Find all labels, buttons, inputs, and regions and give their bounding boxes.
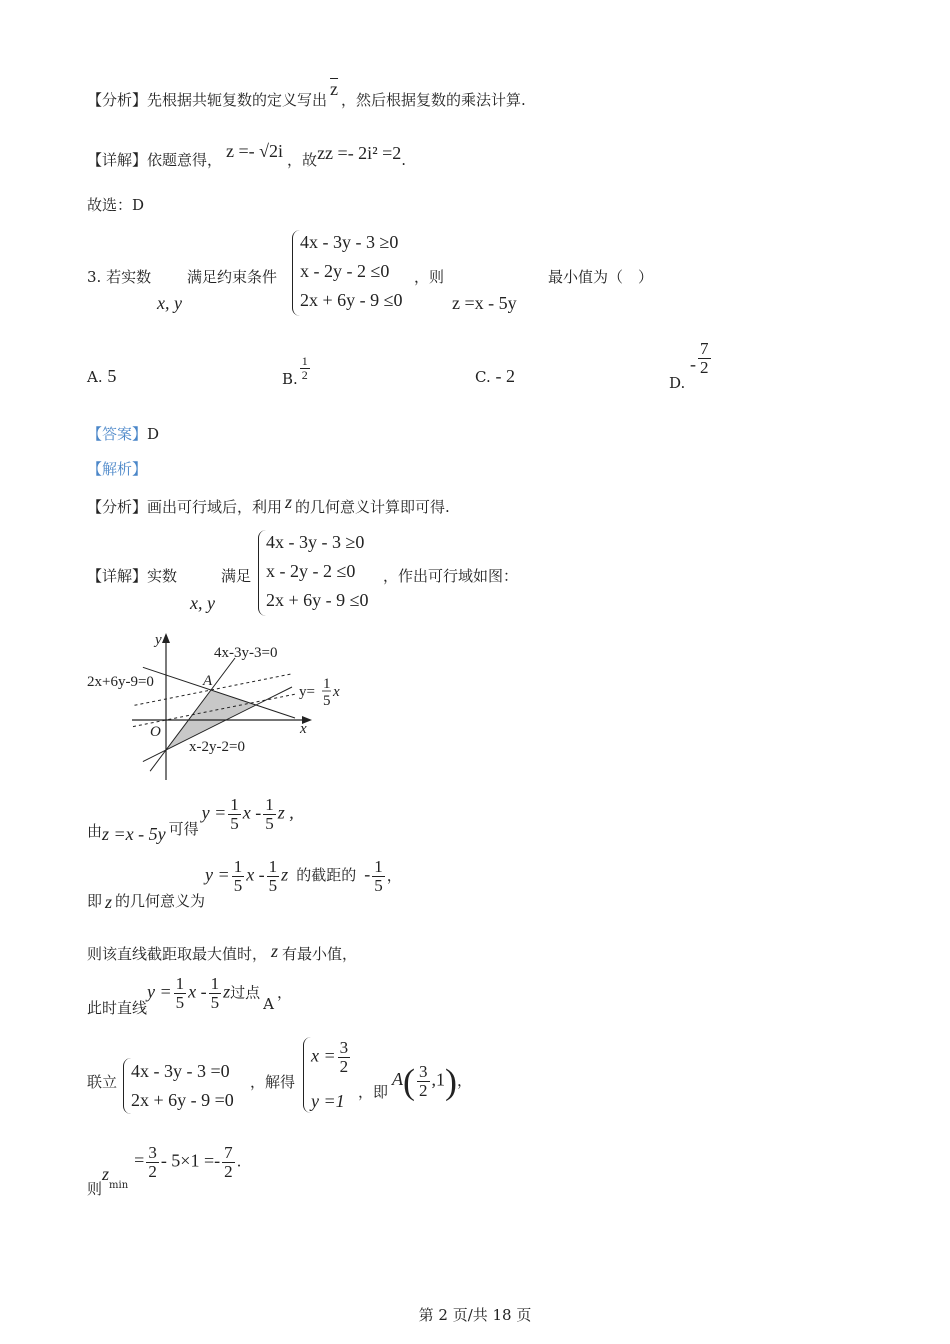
- numerator: 1: [268, 857, 278, 876]
- denominator: 5: [230, 813, 239, 833]
- comma: ，: [457, 1071, 473, 1090]
- fraction: [263, 796, 276, 833]
- period: .: [401, 151, 407, 169]
- equation-2: 2x + 6y - 9 =0: [131, 1090, 234, 1110]
- x-term: x -: [242, 802, 262, 823]
- text: 的几何意义为: [115, 892, 206, 911]
- equals: =: [134, 1150, 145, 1171]
- detail-tag: 【详解】: [87, 567, 148, 585]
- line2-label: 2x+6y-9=0: [87, 674, 154, 690]
- detail2-tail: ，作出可行域如图：: [383, 567, 519, 585]
- y-eq: y =: [201, 802, 227, 823]
- option-b: [282, 354, 312, 389]
- z-term: z: [223, 981, 231, 1002]
- x-eq: x =: [311, 1045, 336, 1066]
- numerator: 1: [233, 857, 243, 876]
- text: 的几何意义计算即可得.: [295, 498, 450, 516]
- numerator: 1: [374, 857, 383, 876]
- step5-system: [123, 1058, 253, 1114]
- q3-number: 3. 若实数: [87, 268, 152, 286]
- numerator: 1: [265, 795, 274, 814]
- fraction: [209, 975, 222, 1012]
- x-term: x -: [188, 981, 207, 1002]
- var-z: z: [102, 1164, 110, 1185]
- step1-line: [87, 795, 294, 845]
- y-eq: y =: [205, 864, 230, 885]
- comma: ，: [386, 866, 402, 885]
- eq-zzbar: zz =- 2i² =2: [317, 143, 402, 163]
- option-a: [87, 367, 116, 385]
- coord-y: ,1: [431, 1069, 446, 1090]
- text: 此时直线: [87, 999, 148, 1018]
- var-z: z: [105, 892, 113, 913]
- answer-tag: 【答案】: [87, 425, 148, 443]
- constraint-1: 4x - 3y - 3 ≥0: [300, 232, 399, 252]
- var-z: z: [271, 941, 279, 961]
- option-d-label: D.: [669, 374, 686, 393]
- denominator: 2: [419, 1080, 428, 1100]
- point-a: A: [392, 1069, 404, 1090]
- solution-system: [303, 1037, 363, 1113]
- analysis-text: 先根据共轭复数的定义写出: [147, 91, 328, 109]
- fraction: [174, 975, 187, 1012]
- fraction: [228, 796, 241, 833]
- analysis-line: [87, 79, 526, 109]
- analysis2-line: [87, 492, 450, 516]
- denominator: 2: [224, 1161, 233, 1181]
- z-bar: $\overline{z}$: [330, 79, 339, 99]
- detail-text: 依题意得，: [147, 151, 223, 169]
- fraction: [372, 858, 385, 895]
- detail-mid: ，故: [287, 151, 318, 169]
- analysis-tail: ，然后根据复数的乘法计算.: [341, 91, 526, 109]
- x-axis-label: x: [300, 721, 307, 737]
- numerator: 3: [339, 1038, 349, 1057]
- constraint-1: 4x - 3y - 3 ≥0: [266, 532, 365, 552]
- text: 有最小值，: [282, 945, 358, 963]
- fraction: [417, 1063, 430, 1100]
- analysis-tag: 【分析】: [87, 498, 148, 516]
- x-term: x -: [246, 864, 265, 885]
- numerator: 3: [419, 1062, 428, 1081]
- comma: ，: [277, 983, 293, 1002]
- minus: -: [364, 864, 371, 885]
- text: 由: [87, 822, 103, 841]
- option-b-label: B.: [282, 370, 298, 389]
- line4-label-prefix: y=: [299, 684, 315, 700]
- option-a-label: A.: [87, 368, 103, 386]
- denominator: 5: [268, 875, 278, 895]
- q3-objective: z =x - 5y: [452, 293, 517, 313]
- option-c: [475, 367, 515, 385]
- step2-line: [87, 857, 402, 913]
- numerator: 7: [224, 1143, 233, 1162]
- constraint-3: 2x + 6y - 9 ≤0: [300, 290, 403, 310]
- y-eq: y =: [147, 981, 172, 1002]
- fraction: [146, 1144, 159, 1181]
- line4-denominator: 5: [323, 693, 331, 709]
- denominator: 2: [148, 1161, 157, 1181]
- numerator: 1: [230, 795, 239, 814]
- fraction: [338, 1039, 351, 1076]
- text: 的截距的: [296, 866, 357, 885]
- z-term: z ,: [277, 802, 294, 823]
- denominator: 2: [339, 1056, 349, 1076]
- answer-value: D: [147, 425, 160, 443]
- period: .: [236, 1152, 242, 1171]
- detail2-start: [87, 569, 177, 584]
- option-c-label: C.: [475, 368, 491, 386]
- page-footer: 第 2 页/共 18 页: [418, 1306, 532, 1324]
- text: 过点: [230, 983, 261, 1002]
- objective: z =x - 5y: [102, 824, 166, 845]
- fraction: [267, 858, 280, 895]
- numerator: 1: [175, 974, 185, 993]
- point-a: A: [263, 995, 275, 1014]
- origin-label: O: [150, 724, 161, 740]
- eq-zbar: z =- √2i: [226, 141, 284, 161]
- text: 即: [87, 892, 103, 911]
- detail2-satisfy: 满足: [221, 567, 252, 585]
- q3-constraint-system: [292, 230, 422, 316]
- var-z: z: [285, 492, 293, 512]
- text: 可得: [168, 820, 199, 839]
- text: 则: [87, 1180, 103, 1199]
- jiexi-tag: 【解析】: [87, 460, 148, 478]
- option-d: [669, 339, 713, 393]
- text: 则该直线截距取最大值时，: [87, 945, 268, 963]
- analysis-tag: 【分析】: [87, 91, 148, 109]
- point-a-label: A: [203, 673, 213, 689]
- text: 画出可行域后，利用: [147, 498, 283, 516]
- numerator: 7: [700, 339, 709, 358]
- detail2-constraint-system: [258, 530, 388, 616]
- line4-label-suffix: x: [333, 684, 340, 700]
- denominator: 2: [301, 367, 308, 382]
- constraint-2: x - 2y - 2 ≤0: [300, 261, 390, 281]
- denominator: 5: [374, 875, 383, 895]
- feasible-region-graph: [80, 625, 360, 790]
- denominator: 5: [175, 992, 185, 1012]
- option-a-value: 5: [107, 366, 117, 386]
- denominator: 5: [233, 875, 243, 895]
- z-term: z: [281, 864, 289, 885]
- numerator: 1: [301, 354, 308, 368]
- q3-vars: x, y: [157, 293, 182, 313]
- choice-line: 故选：D: [87, 196, 145, 214]
- step3-line: [87, 941, 358, 963]
- constraint-3: 2x + 6y - 9 ≤0: [266, 590, 369, 610]
- option-b-fraction: [300, 355, 310, 381]
- fraction: [222, 1144, 235, 1181]
- numerator: 3: [148, 1143, 157, 1162]
- denominator: 2: [700, 357, 709, 377]
- option-d-fraction: [698, 340, 711, 377]
- denominator: 5: [265, 813, 274, 833]
- text: 实数: [147, 567, 178, 585]
- step5-start: 联立: [87, 1073, 118, 1091]
- line4-numerator: 1: [323, 676, 331, 692]
- detail-tag: 【详解】: [87, 151, 148, 169]
- step5-result: ，即A( $\frac{3}{2}$ ,1)，: [358, 1061, 473, 1102]
- step5-solve: ，解得: [250, 1073, 296, 1091]
- option-c-value: - 2: [495, 366, 515, 386]
- fraction: [232, 858, 245, 895]
- answer-line: [87, 427, 159, 442]
- expression: - 5×1 =-: [160, 1150, 221, 1171]
- detail-line: [87, 141, 407, 169]
- step4-line: [87, 974, 293, 1018]
- solution-y: y =1: [311, 1091, 345, 1111]
- line3-label: x-2y-2=0: [189, 739, 245, 755]
- detail2-vars: x, y: [190, 593, 215, 613]
- line1-label: 4x-3y-3=0: [214, 645, 278, 661]
- y-axis-arrow-icon: [162, 633, 170, 643]
- numerator: 1: [210, 974, 220, 993]
- q3-ask: 最小值为（ ）: [548, 268, 654, 286]
- q3-cond: 满足约束条件: [187, 268, 278, 286]
- equation-1: 4x - 3y - 3 =0: [131, 1061, 230, 1081]
- constraint-2: x - 2y - 2 ≤0: [266, 561, 356, 581]
- y-axis-label: y: [155, 632, 162, 648]
- q3-then: ，则: [414, 268, 445, 286]
- solution-x: [311, 1039, 352, 1076]
- text: ，即: [358, 1083, 389, 1102]
- step6-line: [87, 1143, 242, 1199]
- minus: -: [690, 354, 697, 375]
- denominator: 5: [210, 992, 220, 1012]
- subscript-min: min: [109, 1180, 129, 1192]
